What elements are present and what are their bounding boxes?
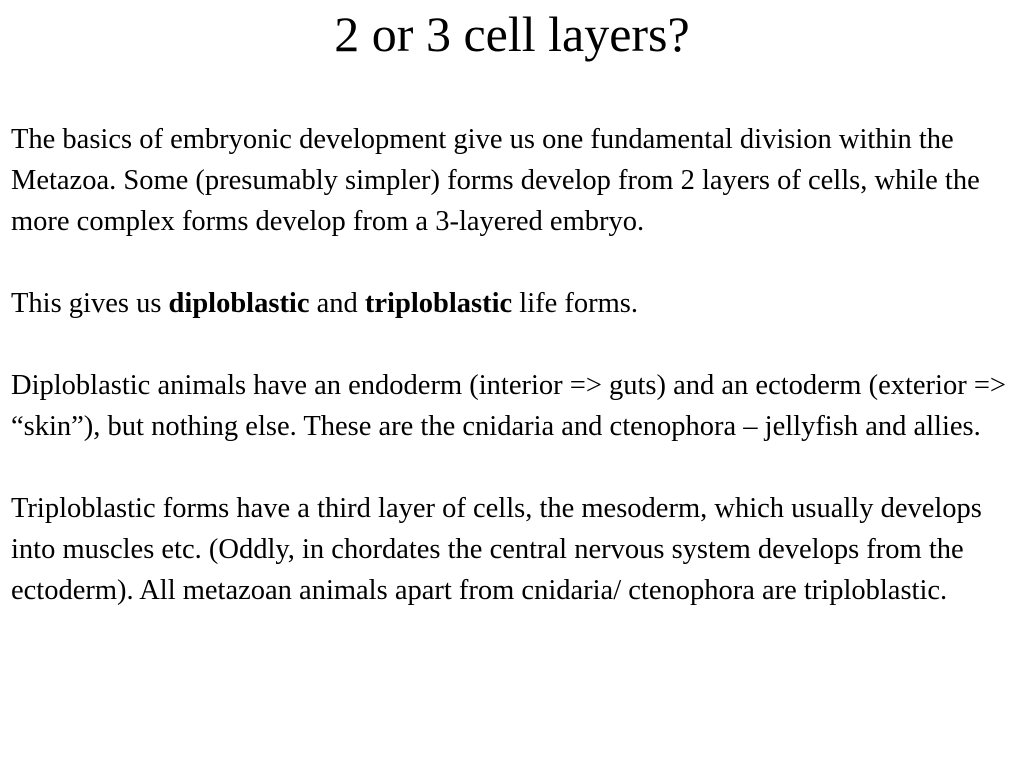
slide-body: [11, 119, 1016, 611]
term-triploblastic: triploblastic: [364, 288, 513, 319]
diploblastic-paragraph: Diploblastic animals have an endoderm (interior => guts) and an ectoderm (exterior => “skin”), but nothing else. These are the cnidaria and ctenophora – jellyfish and allies.: [11, 370, 1006, 442]
intro-paragraph: The basics of embryonic development give us one fundamental division within the Metazoa. Some (presumably simpler) forms develop from 2 layers of cells, while the more complex forms develop from a 3-layered embryo.: [11, 124, 980, 237]
life-forms-prefix: This gives us: [11, 288, 169, 319]
triploblastic-paragraph: Triploblastic forms have a third layer of cells, the mesoderm, which usually develops into muscles etc. (Oddly, in chordates the central nervous system develops from the ectoderm). All metazoan animals apart from cnidaria/ ctenophora are triploblastic.: [11, 493, 982, 606]
slide-title: 2 or 3 cell layers?: [334, 6, 690, 62]
term-diploblastic: diploblastic: [168, 288, 310, 319]
life-forms-paragraph: [11, 283, 1016, 324]
life-forms-middle: and: [309, 288, 365, 319]
life-forms-suffix: life forms.: [512, 288, 639, 319]
